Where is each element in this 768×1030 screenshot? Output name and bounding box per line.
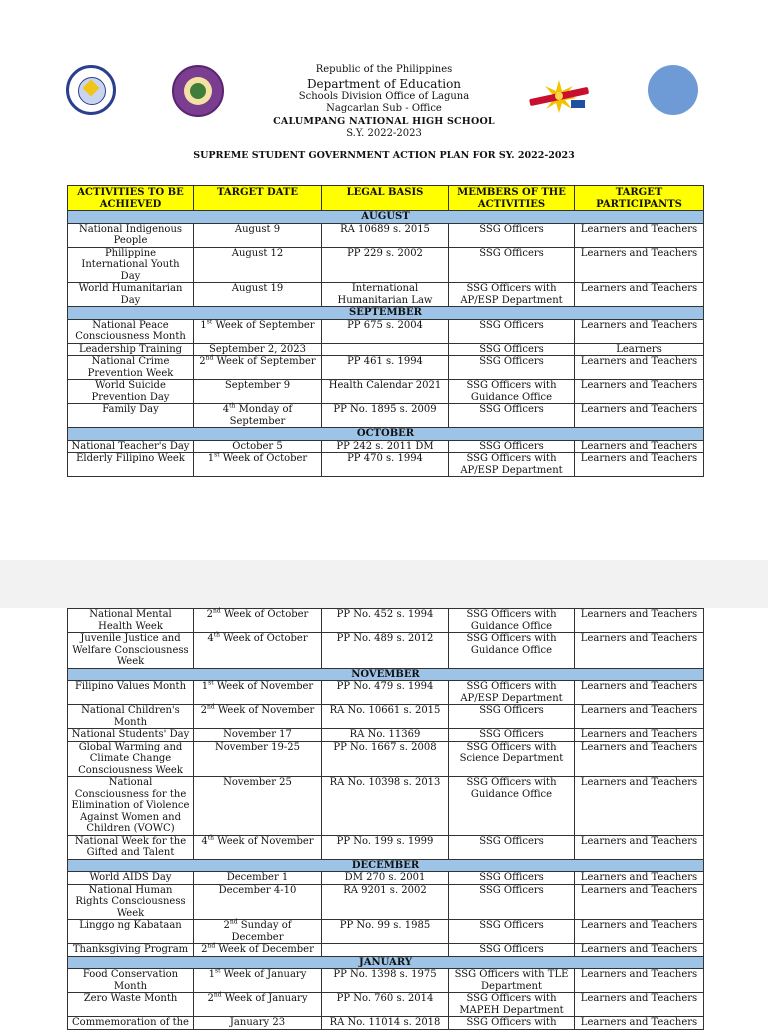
table-row [68, 681, 704, 705]
participants-cell: Learners and Teachers [575, 283, 704, 307]
date-ordinal-number: 2 [223, 920, 230, 931]
participants-cell: Learners and Teachers [575, 705, 704, 729]
month-label: DECEMBER [68, 859, 704, 872]
legal-basis-cell: PP No. 1398 s. 1975 [322, 969, 449, 993]
table-body-page-1 [68, 211, 704, 477]
target-date-cell [194, 609, 322, 633]
date-ordinal-rest: Week of September [213, 356, 316, 367]
participants-cell: Learners and Teachers [575, 872, 704, 885]
target-date-cell: August 9 [194, 223, 322, 247]
date-ordinal-rest: Week of October [220, 609, 309, 620]
date-ordinal-suffix: th [207, 834, 215, 842]
activity-cell: Philippine International Youth Day [68, 247, 194, 283]
legal-basis-cell: PP 229 s. 2002 [322, 247, 449, 283]
target-date-cell: December 1 [194, 872, 322, 885]
date-ordinal-suffix: st [206, 318, 213, 326]
table-header-row [68, 186, 704, 211]
members-cell: SSG Officers [449, 884, 575, 920]
date-ordinal-number: 1 [208, 969, 215, 980]
members-cell: SSG Officers [449, 223, 575, 247]
activity-cell: World Humanitarian Day [68, 283, 194, 307]
date-ordinal-rest: Week of November [213, 681, 314, 692]
participants-cell: Learners [575, 343, 704, 356]
table-row [68, 705, 704, 729]
month-label: NOVEMBER [68, 668, 704, 681]
activity-cell: Food Conservation Month [68, 969, 194, 993]
participants-cell: Learners and Teachers [575, 404, 704, 428]
date-ordinal-number: 2 [207, 993, 214, 1004]
activity-cell: Thanksgiving Program [68, 944, 194, 957]
plan-title: SUPREME STUDENT GOVERNMENT ACTION PLAN FOR SY. 2022-2023 [193, 150, 575, 161]
members-cell: SSG Officers with AP/ESP Department [449, 453, 575, 477]
table-row [68, 319, 704, 343]
legal-basis-cell: PP No. 489 s. 2012 [322, 633, 449, 669]
division-line: Schools Division Office of Laguna [298, 90, 470, 102]
members-cell: SSG Officers with Guidance Office [449, 380, 575, 404]
month-row [68, 956, 704, 969]
members-cell: SSG Officers [449, 872, 575, 885]
target-date-cell [194, 705, 322, 729]
members-cell: SSG Officers with TLE Department [449, 969, 575, 993]
participants-cell: Learners and Teachers [575, 319, 704, 343]
activity-cell: Juvenile Justice and Welfare Consciousness Week [68, 633, 194, 669]
activity-cell: Global Warming and Climate Change Consciousness Week [68, 741, 194, 777]
activity-cell: National Students' Day [68, 729, 194, 742]
participants-cell: Learners and Teachers [575, 609, 704, 633]
action-plan-table-page-2 [67, 608, 704, 1030]
target-date-cell: December 4-10 [194, 884, 322, 920]
date-ordinal-suffix: nd [213, 607, 221, 615]
legal-basis-cell: PP No. 199 s. 1999 [322, 835, 449, 859]
date-ordinal-suffix: nd [229, 918, 238, 926]
page-gap [0, 560, 768, 608]
table-row [68, 993, 704, 1017]
legal-basis-cell: PP 461 s. 1994 [322, 356, 449, 380]
month-row [68, 668, 704, 681]
participants-cell: Learners and Teachers [575, 944, 704, 957]
table-row [68, 741, 704, 777]
activity-cell: Filipino Values Month [68, 681, 194, 705]
participants-cell: Learners and Teachers [575, 920, 704, 944]
table-row [68, 969, 704, 993]
members-cell: SSG Officers [449, 729, 575, 742]
date-ordinal-suffix: nd [205, 354, 214, 362]
members-cell: SSG Officers with MAPEH Department [449, 993, 575, 1017]
legal-basis-cell [322, 343, 449, 356]
activity-cell: National Peace Consciousness Month [68, 319, 194, 343]
date-ordinal-suffix: st [208, 679, 214, 687]
activity-cell: National Week for the Gifted and Talent [68, 835, 194, 859]
activity-cell: World AIDS Day [68, 872, 194, 885]
date-ordinal-rest: Week of November [214, 835, 314, 847]
target-date-cell: November 17 [194, 729, 322, 742]
table-row [68, 729, 704, 742]
members-cell: SSG Officers [449, 319, 575, 343]
activity-cell: Elderly Filipino Week [68, 453, 194, 477]
republic-line: Republic of the Philippines [315, 64, 453, 75]
participants-cell: Learners and Teachers [575, 884, 704, 920]
legal-basis-cell: PP No. 479 s. 1994 [322, 681, 449, 705]
date-ordinal-suffix: nd [207, 942, 216, 950]
participants-cell: Learners and Teachers [575, 835, 704, 859]
activity-cell: National Teacher's Day [68, 440, 194, 453]
table-row [68, 404, 704, 428]
date-ordinal-suffix: th [213, 631, 221, 639]
members-cell: SSG Officers with [449, 1017, 575, 1030]
target-date-cell [194, 319, 322, 343]
table-row [68, 356, 704, 380]
target-date-cell [194, 920, 322, 944]
participants-cell: Learners and Teachers [575, 777, 704, 836]
table-row [68, 944, 704, 957]
table-row [68, 872, 704, 885]
members-cell: SSG Officers [449, 440, 575, 453]
date-ordinal-rest: Week of December [215, 944, 314, 955]
date-ordinal-number: 2 [206, 609, 214, 620]
date-ordinal-suffix: st [214, 451, 220, 459]
date-ordinal-number: 4 [222, 404, 230, 415]
date-ordinal-rest: Week of October [220, 633, 308, 644]
target-date-cell: January 23 [194, 1017, 322, 1030]
date-ordinal-rest: Week of September [212, 319, 315, 331]
target-date-cell [194, 944, 322, 957]
date-ordinal-suffix: th [229, 402, 236, 410]
sub-office-line: Nagcarlan Sub - Office [326, 103, 442, 114]
action-plan-table-page-1 [67, 185, 704, 477]
table-row [68, 920, 704, 944]
target-date-cell: August 12 [194, 247, 322, 283]
activity-cell: National Mental Health Week [68, 609, 194, 633]
legal-basis-cell: RA No. 10661 s. 2015 [322, 705, 449, 729]
members-cell: SSG Officers [449, 944, 575, 957]
activity-cell: Family Day [68, 404, 194, 428]
date-ordinal-rest: Sunday of December [231, 920, 292, 943]
date-ordinal-rest: Monday of September [229, 404, 293, 427]
participants-cell: Learners and Teachers [575, 741, 704, 777]
target-date-cell [194, 681, 322, 705]
table-row [68, 247, 704, 283]
members-cell: SSG Officers with AP/ESP Department [449, 283, 575, 307]
activity-cell: Zero Waste Month [68, 993, 194, 1017]
school-year: S.Y. 2022-2023 [346, 128, 422, 139]
date-ordinal-number: 1 [207, 453, 215, 464]
members-cell: SSG Officers with Guidance Office [449, 777, 575, 836]
date-ordinal-number: 4 [201, 835, 208, 847]
legal-basis-cell: Health Calendar 2021 [322, 380, 449, 404]
members-cell: SSG Officers with Science Department [449, 741, 575, 777]
target-date-cell [194, 633, 322, 669]
members-cell: SSG Officers with AP/ESP Department [449, 681, 575, 705]
table-row [68, 884, 704, 920]
legal-basis-cell: RA 10689 s. 2015 [322, 223, 449, 247]
month-row [68, 428, 704, 441]
activity-cell: World Suicide Prevention Day [68, 380, 194, 404]
activity-cell: Leadership Training [68, 343, 194, 356]
legal-basis-cell: RA No. 11014 s. 2018 [322, 1017, 449, 1030]
activity-cell: National Human Rights Consciousness Week [68, 884, 194, 920]
target-date-cell [194, 356, 322, 380]
month-label: JANUARY [68, 956, 704, 969]
table-row [68, 777, 704, 836]
legal-basis-cell: PP 470 s. 1994 [322, 453, 449, 477]
legal-basis-cell: PP No. 452 s. 1994 [322, 609, 449, 633]
column-header-legal-basis: LEGAL BASIS [322, 186, 449, 211]
date-ordinal-suffix: st [215, 967, 221, 975]
month-row [68, 211, 704, 224]
members-cell: SSG Officers [449, 356, 575, 380]
legal-basis-cell: International Humanitarian Law [322, 283, 449, 307]
target-date-cell: September 2, 2023 [194, 343, 322, 356]
target-date-cell [194, 969, 322, 993]
month-label: SEPTEMBER [68, 307, 704, 320]
column-header-target-date: TARGET DATE [194, 186, 322, 211]
participants-cell: Learners and Teachers [575, 247, 704, 283]
date-ordinal-number: 2 [200, 705, 208, 716]
activity-cell: National Children's Month [68, 705, 194, 729]
date-ordinal-number: 1 [200, 319, 207, 331]
date-ordinal-number: 4 [207, 633, 214, 644]
participants-cell: Learners and Teachers [575, 729, 704, 742]
participants-cell: Learners and Teachers [575, 440, 704, 453]
department-line: Department of Education [306, 76, 462, 91]
members-cell: SSG Officers [449, 247, 575, 283]
activity-cell: National Indigenous People [68, 223, 194, 247]
letterhead [200, 64, 568, 141]
target-date-cell [194, 993, 322, 1017]
legal-basis-cell [322, 944, 449, 957]
participants-cell: Learners and Teachers [575, 969, 704, 993]
date-ordinal-rest: Week of November [214, 705, 315, 716]
month-label: OCTOBER [68, 428, 704, 441]
activity-cell: Linggo ng Kabataan [68, 920, 194, 944]
legal-basis-cell: RA 9201 s. 2002 [322, 884, 449, 920]
date-ordinal-number: 2 [201, 944, 208, 955]
participants-cell: Learners and Teachers [575, 356, 704, 380]
legal-basis-cell: PP No. 760 s. 2014 [322, 993, 449, 1017]
table-row [68, 609, 704, 633]
table-row [68, 343, 704, 356]
month-row [68, 307, 704, 320]
ssg-flag-logo [527, 78, 591, 114]
activity-cell: National Consciousness for the Elimination of Violence Against Women and Children (VOWC) [68, 777, 194, 836]
target-date-cell: October 5 [194, 440, 322, 453]
table-body-page-2 [68, 609, 704, 1030]
date-ordinal-rest: Week of January [220, 969, 307, 980]
target-date-cell [194, 453, 322, 477]
participants-cell: Learners and Teachers [575, 993, 704, 1017]
target-date-cell: September 9 [194, 380, 322, 404]
table-row [68, 835, 704, 859]
date-ordinal-number: 1 [201, 681, 209, 692]
table-row [68, 633, 704, 669]
table-row [68, 453, 704, 477]
target-date-cell [194, 404, 322, 428]
participants-cell: Learners and Teachers [575, 633, 704, 669]
date-ordinal-number: 2 [199, 356, 206, 367]
target-date-cell [194, 835, 322, 859]
column-header-activities: ACTIVITIES TO BE ACHIEVED [68, 186, 194, 211]
table-row [68, 1017, 704, 1030]
target-date-cell: November 25 [194, 777, 322, 836]
date-ordinal-suffix: nd [213, 991, 222, 999]
date-ordinal-rest: Week of October [219, 453, 308, 464]
activity-cell: Commemoration of the [68, 1017, 194, 1030]
members-cell: SSG Officers with Guidance Office [449, 633, 575, 669]
table-row [68, 283, 704, 307]
blue-circle-logo [648, 65, 698, 115]
activity-cell: National Crime Prevention Week [68, 356, 194, 380]
date-ordinal-rest: Week of January [221, 993, 308, 1004]
participants-cell: Learners and Teachers [575, 1017, 704, 1030]
column-header-participants: TARGET PARTICIPANTS [575, 186, 704, 211]
month-label: AUGUST [68, 211, 704, 224]
table-row [68, 223, 704, 247]
legal-basis-cell: RA No. 10398 s. 2013 [322, 777, 449, 836]
month-row [68, 859, 704, 872]
participants-cell: Learners and Teachers [575, 380, 704, 404]
school-name: CALUMPANG NATIONAL HIGH SCHOOL [273, 115, 495, 127]
legal-basis-cell: PP No. 1895 s. 2009 [322, 404, 449, 428]
legal-basis-cell: PP 242 s. 2011 DM [322, 440, 449, 453]
members-cell: SSG Officers [449, 920, 575, 944]
members-cell: SSG Officers with Guidance Office [449, 609, 575, 633]
legal-basis-cell: RA No. 11369 [322, 729, 449, 742]
legal-basis-cell: DM 270 s. 2001 [322, 872, 449, 885]
target-date-cell: November 19-25 [194, 741, 322, 777]
members-cell: SSG Officers [449, 404, 575, 428]
members-cell: SSG Officers [449, 835, 575, 859]
members-cell: SSG Officers [449, 705, 575, 729]
deped-seal-logo [66, 65, 116, 115]
table-row [68, 440, 704, 453]
table-row [68, 380, 704, 404]
legal-basis-cell: PP No. 99 s. 1985 [322, 920, 449, 944]
legal-basis-cell: PP No. 1667 s. 2008 [322, 741, 449, 777]
target-date-cell: August 19 [194, 283, 322, 307]
column-header-members: MEMBERS OF THE ACTIVITIES [449, 186, 575, 211]
date-ordinal-suffix: nd [207, 703, 215, 711]
participants-cell: Learners and Teachers [575, 681, 704, 705]
participants-cell: Learners and Teachers [575, 223, 704, 247]
legal-basis-cell: PP 675 s. 2004 [322, 319, 449, 343]
members-cell: SSG Officers [449, 343, 575, 356]
participants-cell: Learners and Teachers [575, 453, 704, 477]
